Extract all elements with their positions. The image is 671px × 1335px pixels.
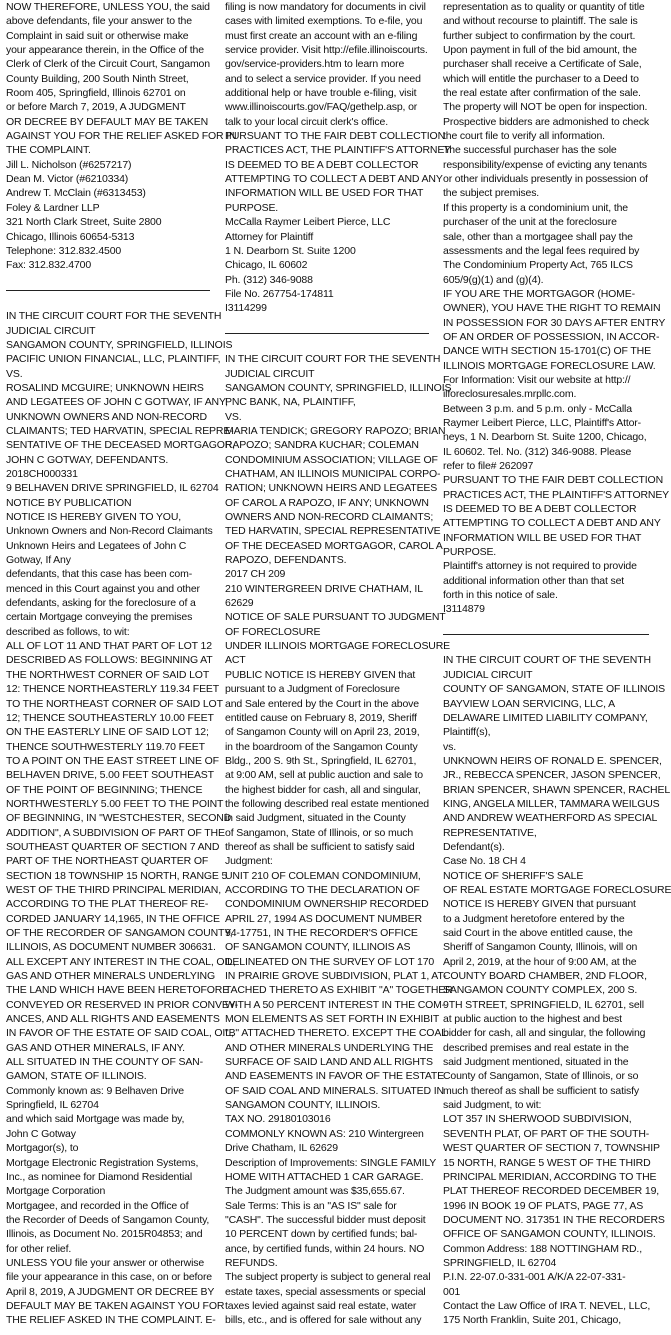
text-line: April 2, 2019, at the hour of 9:00 AM, at the xyxy=(443,955,637,968)
text-line: your appearance therein, in the Office of the xyxy=(6,44,204,57)
text-line: AND EASEMENTS IN FAVOR OF THE ESTATE xyxy=(225,1070,445,1083)
text-line: P.I.N. 22-07.0-331-001 A/K/A 22-07-331- xyxy=(443,1271,626,1284)
text-line xyxy=(6,273,210,287)
text-line: additional information other than that set xyxy=(443,574,625,587)
text-line: COUNTY BOARD CHAMBER, 2ND FLOOR, xyxy=(443,970,647,983)
text-line: OF FORECLOSURE xyxy=(225,625,321,638)
text-line: GAS AND OTHER MINERALS UNDERLYING xyxy=(6,970,215,983)
text-line: PART OF THE NORTHEAST QUARTER OF xyxy=(6,855,209,868)
text-line: and which said Mortgage was made by, xyxy=(6,1113,185,1126)
text-line: 001 xyxy=(443,1285,461,1298)
text-line: PUBLIC NOTICE IS HEREBY GIVEN that xyxy=(225,668,416,681)
text-line: VS. xyxy=(225,410,242,423)
text-line xyxy=(443,617,649,631)
text-line: RATION; UNKNOWN HEIRS AND LEGATEES xyxy=(225,482,438,495)
text-line: menced in this Court against you and other xyxy=(6,582,200,595)
text-line: ilforeclosuresales.mrpllc.com. xyxy=(443,388,577,401)
text-line: TO THE NORTHEAST CORNER OF SAID LOT xyxy=(6,697,223,710)
text-line: RAPOZO; SANDRA KUCHAR; COLEMAN xyxy=(225,439,419,452)
text-line: If this property is a condominium unit, the xyxy=(443,201,628,214)
column-3 xyxy=(443,0,671,1335)
text-line: Raymer Leibert Pierce, LLC, Plaintiff's Attor- xyxy=(443,416,641,429)
text-line: Fax: 312.832.4700 xyxy=(6,259,92,272)
text-line: GAMON, STATE OF ILLINOIS. xyxy=(6,1070,147,1083)
text-line: neys, 1 N. Dearborn St. Suite 1200, Chicago, xyxy=(443,431,647,444)
text-line: VS. xyxy=(6,367,23,380)
text-line: service provider. Visit http://efile.illinoiscourts. xyxy=(225,44,428,57)
text-line: 1996 IN BOOK 19 OF PLATS, PAGE 77, AS xyxy=(443,1199,644,1212)
text-line: 210 WINTERGREEN DRIVE CHATHAM, IL xyxy=(225,582,423,595)
text-line: The Judgment amount was $35,655.67. xyxy=(225,1185,405,1198)
notice-divider xyxy=(443,634,649,635)
text-line: Clerk of Clerk of the Circuit Court, Sangamon xyxy=(6,58,210,71)
text-line: DELAWARE LIMITED LIABILITY COMPANY, xyxy=(443,711,648,724)
text-line: THE RELIEF ASKED IN THE COMPLAINT. E- xyxy=(6,1314,216,1327)
text-line: THE LAND WHICH HAVE BEEN HERETOFORE xyxy=(6,984,230,997)
text-line: or before March 7, 2019, A JUDGMENT xyxy=(6,101,186,114)
text-line: PNC BANK, NA, PLAINTIFF, xyxy=(225,396,356,409)
text-line: County Building, 200 South Ninth Street, xyxy=(6,72,189,85)
text-line: BRIAN SPENCER, SHAWN SPENCER, RACHEL xyxy=(443,783,671,796)
text-line: Attorney for Plaintiff xyxy=(225,230,314,243)
text-line: PURSUANT TO THE FAIR DEBT COLLECTION xyxy=(443,474,664,487)
text-line: RAPOZO, DEFENDANTS. xyxy=(225,554,347,567)
text-line: said Judgment mentioned, situated in the xyxy=(443,1056,629,1069)
text-line: CONDOMINIUM OWNERSHIP RECORDED xyxy=(225,898,429,911)
text-line: Prospective bidders are admonished to check xyxy=(443,115,650,128)
text-line: in said Judgment, situated in the County xyxy=(225,812,406,825)
text-line: AGAINST YOU FOR THE RELIEF ASKED FOR IN xyxy=(6,130,237,143)
text-line: ALL EXCEPT ANY INTEREST IN THE COAL, OIL, xyxy=(6,955,236,968)
text-line: SEVENTH PLAT, OF PART OF THE SOUTH- xyxy=(443,1127,650,1140)
text-line: Contact the Law Office of IRA T. NEVEL, LLC, xyxy=(443,1299,651,1312)
text-line: 12: THENCE NORTHEASTERLY 119.34 FEET xyxy=(6,683,220,696)
text-line: OF REAL ESTATE MORTGAGE FORECLOSURE xyxy=(443,883,671,896)
text-line: cases with limited exemptions. To e-file, you xyxy=(225,15,423,28)
text-line: 605/9(g)(1) and (g)(4). xyxy=(443,273,544,286)
text-line: OF AN ORDER OF POSSESSION, IN ACCOR- xyxy=(443,330,660,343)
text-line: ATTEMPTING TO COLLECT A DEBT AND ANY xyxy=(225,173,443,186)
text-line: gov/service-providers.htm to learn more xyxy=(225,58,405,71)
text-line: Room 405, Springfield, Illinois 62701 on xyxy=(6,87,186,100)
text-line: 321 North Clark Street, Suite 2800 xyxy=(6,216,162,229)
text-line: file your appearance in this case, on or before xyxy=(6,1271,212,1284)
text-line: SANGAMON COUNTY, SPRINGFIELD, ILLINOIS xyxy=(225,381,452,394)
text-line: IS DEEMED TO BE A DEBT COLLECTOR xyxy=(225,158,419,171)
text-line: Commonly known as: 9 Belhaven Drive xyxy=(6,1084,184,1097)
text-line: SENTATIVE OF THE DECEASED MORTGAGOR, xyxy=(6,439,235,452)
text-line: TO A POINT ON THE EAST STREET LINE OF xyxy=(6,754,219,767)
text-line: ADDITION", A SUBDIVISION OF PART OF THE xyxy=(6,826,225,839)
text-line: NOTICE IS HEREBY GIVEN TO YOU, xyxy=(6,511,182,524)
text-line: SECTION 18 TOWNSHIP 15 NORTH, RANGE 5 xyxy=(6,869,228,882)
text-line: OF SANGAMON COUNTY, ILLINOIS AS xyxy=(225,941,411,954)
text-line: BAYVIEW LOAN SERVICING, LLC, A xyxy=(443,697,615,710)
text-line: MON ELEMENTS AS SET FORTH IN EXHIBIT xyxy=(225,1013,440,1026)
text-line: NOTICE BY PUBLICATION xyxy=(6,496,132,509)
text-line: estate taxes, special assessments or special xyxy=(225,1285,426,1298)
text-line: Springfield, IL 62704 xyxy=(6,1099,99,1112)
text-line: I3114879 xyxy=(443,603,485,616)
text-line: forth in this notice of sale. xyxy=(443,589,558,602)
text-line: PRINCIPAL MERIDIAN, ACCORDING TO THE xyxy=(443,1170,657,1183)
text-line: 10 PERCENT down by certified funds; bal- xyxy=(225,1228,418,1241)
text-line: DELINEATED ON THE SURVEY OF LOT 170 xyxy=(225,955,435,968)
text-line: ance, by certified funds, within 24 hours. NO xyxy=(225,1242,425,1255)
text-line: much thereof as shall be sufficient to satisfy xyxy=(443,1084,640,1097)
text-line: Bldg., 200 S. 9th St., Springfield, IL 62701, xyxy=(225,754,417,767)
text-line: the subject premises. xyxy=(443,187,540,200)
text-line: bidder for cash, all and singular, the following xyxy=(443,1027,646,1040)
text-line: INFORMATION WILL BE USED FOR THAT xyxy=(443,531,642,544)
text-line: UNLESS YOU file your answer or otherwise xyxy=(6,1256,205,1269)
text-line: IN POSSESSION FOR 30 DAYS AFTER ENTRY xyxy=(443,316,666,329)
text-line: certain Mortgage conveying the premises xyxy=(6,611,193,624)
text-line: Plaintiff's attorney is not required to provide xyxy=(443,560,637,573)
text-line: County of Sangamon, State of Illinois, or so xyxy=(443,1070,639,1083)
text-line: NOW THEREFORE, UNLESS YOU, the said xyxy=(6,1,210,13)
text-line: TED HARVATIN, SPECIAL REPRESENTATIVE xyxy=(225,525,441,538)
text-line: TACHED THERETO AS EXHIBIT "A" TOGETHER xyxy=(225,984,453,997)
text-line: "CASH". The successful bidder must deposit xyxy=(225,1213,426,1226)
text-line: OF THE POINT OF BEGINNING; THENCE xyxy=(6,783,203,796)
text-line: Mortgagee, and recorded in the Office of xyxy=(6,1199,189,1212)
text-line: AND ANDREW WEATHERFORD AS SPECIAL xyxy=(443,812,658,825)
text-line: Unknown Owners and Non-Record Claimants xyxy=(6,525,213,538)
text-line: taxes levied against said real estate, water xyxy=(225,1299,417,1312)
text-line: ANCES, AND ALL RIGHTS AND EASEMENTS xyxy=(6,1013,220,1026)
text-line: Defendant(s). xyxy=(443,840,505,853)
text-line: Upon payment in full of the bid amount, the xyxy=(443,44,637,57)
text-line: IS DEEMED TO BE A DEBT COLLECTOR xyxy=(443,503,637,516)
text-line: OWNER), YOU HAVE THE RIGHT TO REMAIN xyxy=(443,302,661,315)
text-line: Case No. 18 CH 4 xyxy=(443,855,526,868)
text-line: UNKNOWN HEIRS OF RONALD E. SPENCER, xyxy=(443,754,662,767)
text-line: Inc., as nominee for Diamond Residential xyxy=(6,1170,193,1183)
text-line: refer to file# 262097 xyxy=(443,460,534,472)
text-line: April 8, 2019, A JUDGMENT OR DECREE BY xyxy=(6,1285,215,1298)
text-line: ILLINOIS, AS DOCUMENT NUMBER 306631. xyxy=(6,941,216,954)
text-line: Chicago, IL 60602 xyxy=(225,259,308,272)
text-line: ROSALIND MCGUIRE; UNKNOWN HEIRS xyxy=(6,381,204,394)
text-line: responsibility/expense of evicting any tenants xyxy=(443,158,647,171)
text-line: ILLINOIS MORTGAGE FORECLOSURE LAW. xyxy=(443,359,656,372)
text-line: Mortgagor(s), to xyxy=(6,1142,79,1155)
text-line: SURFACE OF SAID LAND AND ALL RIGHTS xyxy=(225,1056,433,1069)
text-line: PURPOSE. xyxy=(225,201,279,214)
text-line: vs. xyxy=(443,740,456,753)
text-line: assessments and the legal fees required by xyxy=(443,244,640,257)
text-line: MARIA TENDICK; GREGORY RAPOZO; BRIAN xyxy=(225,424,446,437)
text-line: filing is now mandatory for documents in civil xyxy=(225,1,426,13)
text-line: ALL OF LOT 11 AND THAT PART OF LOT 12 xyxy=(6,640,212,653)
text-line: OF THE DECEASED MORTGAGOR, CAROL A xyxy=(225,539,443,552)
text-line: to a Judgment heretofore entered by the xyxy=(443,912,625,925)
text-line: THE NORTHWEST CORNER OF SAID LOT xyxy=(6,668,210,681)
text-line: The Condominium Property Act, 765 ILCS xyxy=(443,259,633,272)
text-line: 12; THENCE SOUTHEASTERLY 10.00 FEET xyxy=(6,711,214,724)
text-line: Illinois, as Document No. 2015R04853; and xyxy=(6,1228,203,1241)
text-line: purchaser shall receive a Certificate of Sale, xyxy=(443,58,642,71)
text-line: UNKNOWN OWNERS AND NON-RECORD xyxy=(6,410,207,423)
text-line: THE COMPLAINT. xyxy=(6,144,91,157)
text-line: which will entitle the purchaser to a Deed to xyxy=(443,72,639,85)
text-line: additional help or have trouble e-filing, visit xyxy=(225,87,417,100)
text-line: IN THE CIRCUIT COURT FOR THE SEVENTH xyxy=(6,310,222,323)
text-line: PURSUANT TO THE FAIR DEBT COLLECTION xyxy=(225,130,446,143)
text-line: HOME WITH ATTACHED 1 CAR GARAGE. xyxy=(225,1170,424,1183)
text-line: DANCE WITH SECTION 15-1701(C) OF THE xyxy=(443,345,651,358)
text-line: ALL SITUATED IN THE COUNTY OF SAN- xyxy=(6,1056,203,1069)
text-line: OF BEGINNING, IN "WESTCHESTER, SECOND xyxy=(6,812,232,825)
text-line: said Court in the above entitled cause, the xyxy=(443,927,633,939)
text-line: DESCRIBED AS FOLLOWS: BEGINNING AT xyxy=(6,654,213,667)
text-line: OF CAROL A RAPOZO, IF ANY; UNKNOWN xyxy=(225,496,429,509)
text-line: 94-17751, IN THE RECORDER'S OFFICE xyxy=(225,927,418,939)
text-line: Between 3 p.m. and 5 p.m. only - McCalla xyxy=(443,402,632,415)
text-line: Jill L. Nicholson (#6257217) xyxy=(6,158,132,171)
text-line: defendants, asking for the foreclosure of a xyxy=(6,597,196,610)
text-line: PRACTICES ACT, THE PLAINTIFF'S ATTORNEY xyxy=(225,144,452,157)
text-line: entitled cause on February 8, 2019, Sheriff xyxy=(225,711,417,724)
text-line: IN THE CIRCUIT COURT OF THE SEVENTH xyxy=(443,654,651,667)
text-line: PRACTICES ACT, THE PLAINTIFF'S ATTORNEY xyxy=(443,488,670,501)
text-line: of Sangamon County will on April 23, 2019, xyxy=(225,726,420,739)
text-line: Drive Chatham, IL 62629 xyxy=(225,1142,338,1155)
text-line: REPRESENTATIVE, xyxy=(443,826,537,839)
text-line: "B" ATTACHED THERETO. EXCEPT THE COAL xyxy=(225,1027,447,1040)
text-line: SPRINGFIELD, IL 62704 xyxy=(443,1256,557,1269)
text-line xyxy=(225,316,429,330)
text-line: Mortgage Electronic Registration Systems, xyxy=(6,1156,199,1169)
text-line: UNDER ILLINOIS MORTGAGE FORECLOSURE xyxy=(225,640,451,653)
text-line: NORTHWESTERLY 5.00 FEET TO THE POINT xyxy=(6,797,224,810)
text-line: sale, other than a mortgagee shall pay the xyxy=(443,230,633,243)
text-line: the Recorder of Deeds of Sangamon County, xyxy=(6,1213,210,1226)
text-line: COMMONLY KNOWN AS: 210 Wintergreen xyxy=(225,1127,424,1140)
text-line: COUNTY OF SANGAMON, STATE OF ILLINOIS xyxy=(443,683,665,696)
text-line: CONDOMINIUM ASSOCIATION; VILLAGE OF xyxy=(225,453,438,466)
text-line: JR., REBECCA SPENCER, JASON SPENCER, xyxy=(443,769,661,782)
text-line: BELHAVEN DRIVE, 5.00 FEET SOUTHEAST xyxy=(6,769,214,782)
text-line: thereof as shall be sufficient to satisfy said xyxy=(225,840,415,853)
text-line: IF YOU ARE THE MORTGAGOR (HOME- xyxy=(443,287,635,300)
text-line: CONVEYED OR RESERVED IN PRIOR CONVEY- xyxy=(6,998,238,1011)
text-line: REFUNDS. xyxy=(225,1256,278,1269)
text-line: OF THE RECORDER OF SANGAMON COUNTY, xyxy=(6,927,233,939)
text-line: talk to your local circuit clerk's office. xyxy=(225,115,388,128)
text-line: WITH A 50 PERCENT INTEREST IN THE COM- xyxy=(225,998,446,1011)
text-line: PURPOSE. xyxy=(443,546,497,559)
text-line: OFFICE OF SANGAMON COUNTY, ILLINOIS. xyxy=(443,1228,656,1241)
text-line: 2017 CH 209 xyxy=(225,568,286,581)
text-line: Andrew T. McClain (#6313453) xyxy=(6,187,146,200)
text-line: Plaintiff(s), xyxy=(443,726,491,739)
text-line: INFORMATION WILL BE USED FOR THAT xyxy=(225,187,424,200)
text-line: described premises and real estate in the xyxy=(443,1041,629,1054)
text-line: Common Address: 188 NOTTINGHAM RD., xyxy=(443,1242,642,1255)
text-line: AND LEGATEES OF JOHN C GOTWAY, IF ANY; xyxy=(6,396,228,409)
text-line: DEFAULT MAY BE TAKEN AGAINST YOU FOR xyxy=(6,1299,225,1312)
text-line: at 9:00 AM, sell at public auction and sale to xyxy=(225,769,423,782)
text-line: ACT xyxy=(225,654,246,667)
text-line: of Sangamon, State of Illinois, or so much xyxy=(225,826,414,839)
text-line: and to select a service provider. If you need xyxy=(225,72,421,85)
text-line: DOCUMENT NO. 317351 IN THE RECORDERS xyxy=(443,1213,665,1226)
text-line: NOTICE OF SALE PURSUANT TO JUDGMENT xyxy=(225,611,446,624)
text-line: Complaint in said suit or otherwise make xyxy=(6,29,189,42)
text-line: WEST OF THE THIRD PRINCIPAL MERIDIAN, xyxy=(6,883,221,896)
text-line: the court file to verify all information. xyxy=(443,130,605,143)
text-line: NOTICE IS HEREBY GIVEN that pursuant xyxy=(443,898,636,911)
text-line: CLAIMANTS; TED HARVATIN, SPECIAL REPRE- xyxy=(6,424,234,437)
text-line: bills, etc., and is offered for sale without any xyxy=(225,1314,422,1327)
text-line: 9TH STREET, SPRINGFIELD, IL 62701, sell xyxy=(443,998,644,1011)
text-line: File No. 267754-174811 xyxy=(225,287,334,300)
text-line: 1 N. Dearborn St. Suite 1200 xyxy=(225,244,356,257)
text-line: The subject property is subject to general real xyxy=(225,1271,431,1284)
text-line: the following described real estate mentioned xyxy=(225,797,429,810)
text-line: SOUTHEAST QUARTER OF SECTION 7 AND xyxy=(6,840,220,853)
text-line: AND OTHER MINERALS UNDERLYING THE xyxy=(225,1041,434,1054)
text-line: above defendants, file your answer to the xyxy=(6,15,192,28)
text-line: KING, ANGELA MILLER, TAMMARA WEILGUS xyxy=(443,797,660,810)
text-line: further subject to confirmation by the court. xyxy=(443,29,636,42)
text-line: JUDICIAL CIRCUIT xyxy=(443,668,533,681)
text-line: Sheriff of Sangamon County, Illinois, will on xyxy=(443,941,638,954)
text-line: PACIFIC UNION FINANCIAL, LLC, PLAINTIFF, xyxy=(6,353,221,366)
text-line: SANGAMON COUNTY COMPLEX, 200 S. xyxy=(443,984,638,997)
text-line: 175 North Franklin, Suite 201, Chicago, xyxy=(443,1314,622,1327)
text-line: ACCORDING TO THE DECLARATION OF xyxy=(225,883,420,896)
text-line: JOHN C GOTWAY, DEFENDANTS. xyxy=(6,453,169,466)
text-line: the real estate after confirmation of the sale. xyxy=(443,87,641,100)
text-line: 2018CH000331 xyxy=(6,468,78,480)
text-line: IN THE CIRCUIT COURT FOR THE SEVENTH xyxy=(225,353,441,366)
text-line: The successful purchaser has the sole xyxy=(443,144,617,157)
text-line: WEST QUARTER OF SECTION 7, TOWNSHIP xyxy=(443,1142,660,1155)
text-line: Mortgage Corporation xyxy=(6,1185,106,1198)
text-line: 15 NORTH, RANGE 5 WEST OF THE THIRD xyxy=(443,1156,651,1169)
text-line: For Information: Visit our website at http:// xyxy=(443,373,631,386)
text-line: 62629 xyxy=(225,597,254,610)
text-line: Sale Terms: This is an "AS IS" sale for xyxy=(225,1199,397,1212)
text-line: OR DECREE BY DEFAULT MAY BE TAKEN xyxy=(6,115,208,128)
text-line: APRIL 27, 1994 AS DOCUMENT NUMBER xyxy=(225,912,422,925)
text-line: THENCE SOUTHWESTERLY 119.70 FEET xyxy=(6,740,205,753)
text-line: IL 60602. Tel. No. (312) 346-9088. Please xyxy=(443,445,632,458)
text-line: must first create an account with an e-filing xyxy=(225,29,418,42)
text-line: SANGAMON COUNTY, ILLINOIS. xyxy=(225,1099,381,1112)
text-line: OWNERS AND NON-RECORD CLAIMANTS; xyxy=(225,511,434,524)
text-line: or other individuals presently in possession of xyxy=(443,173,648,186)
text-line: IN PRAIRIE GROVE SUBDIVISION, PLAT 1, AT- xyxy=(225,970,447,983)
text-line: GAS AND OTHER MINERALS, IF ANY. xyxy=(6,1041,185,1054)
text-line: Unknown Heirs and Legatees of John C xyxy=(6,539,187,552)
text-line: UNIT 210 OF COLEMAN CONDOMINIUM, xyxy=(225,869,421,882)
text-line: at public auction to the highest and best xyxy=(443,1013,622,1026)
text-line xyxy=(443,639,649,653)
text-line: Judgment: xyxy=(225,855,273,868)
text-line: said Judgment, to wit: xyxy=(443,1099,542,1112)
text-line: IN FAVOR OF THE ESTATE OF SAID COAL, OIL, xyxy=(6,1027,234,1040)
text-line: JUDICIAL CIRCUIT xyxy=(6,324,96,337)
text-line: for other relief. xyxy=(6,1242,72,1255)
text-line: the highest bidder for cash, all and singular, xyxy=(225,783,421,796)
text-line: Telephone: 312.832.4500 xyxy=(6,244,122,257)
text-line: The property will NOT be open for inspection. xyxy=(443,101,648,114)
text-line: Dean M. Victor (#6210334) xyxy=(6,173,129,186)
text-line: representation as to quality or quantity of title xyxy=(443,1,645,13)
text-line: Chicago, Illinois 60654-5313 xyxy=(6,230,135,243)
text-line: and without recourse to plaintiff. The sale is xyxy=(443,15,638,28)
text-line: in the boardroom of the Sangamon County xyxy=(225,740,418,753)
text-line: TAX NO. 29180103016 xyxy=(225,1113,331,1126)
text-line: CHATHAM, AN ILLINOIS MUNICIPAL CORPO- xyxy=(225,468,441,480)
text-line: JUDICIAL CIRCUIT xyxy=(225,367,315,380)
text-line: pursuant to a Judgment of Foreclosure xyxy=(225,683,400,696)
text-line: www.illinoiscourts.gov/FAQ/gethelp.asp, or xyxy=(225,101,418,114)
text-line: and Sale entered by the Court in the above xyxy=(225,697,419,710)
text-line: ATTEMPTING TO COLLECT A DEBT AND ANY xyxy=(443,517,661,530)
text-line: Description of Improvements: SINGLE FAMILY xyxy=(225,1156,437,1169)
text-line: I3114299 xyxy=(225,302,267,315)
text-line: 9 BELHAVEN DRIVE SPRINGFIELD, IL 62704 xyxy=(6,482,219,495)
text-line: Foley & Lardner LLP xyxy=(6,201,100,214)
text-line: described as follows, to wit: xyxy=(6,625,130,638)
text-line: defendants, that this case has been com- xyxy=(6,568,193,581)
text-line: NOTICE OF SHERIFF'S SALE xyxy=(443,869,584,882)
text-line: SANGAMON COUNTY, SPRINGFIELD, ILLINOIS xyxy=(6,338,233,351)
text-line: LOT 357 IN SHERWOOD SUBDIVISION, xyxy=(443,1113,632,1126)
text-line: John C Gotway xyxy=(6,1127,76,1140)
text-line: PLAT THEREOF RECORDED DECEMBER 19, xyxy=(443,1185,660,1198)
text-line: ON THE EASTERLY LINE OF SAID LOT 12; xyxy=(6,726,209,739)
text-line xyxy=(225,338,429,352)
text-line: ACCORDING TO THE PLAT THEREOF RE- xyxy=(6,898,209,911)
text-line: McCalla Raymer Leibert Pierce, LLC xyxy=(225,216,391,229)
text-line: OF SAID COAL AND MINERALS. SITUATED IN xyxy=(225,1084,444,1097)
text-line: Ph. (312) 346-9088 xyxy=(225,273,313,286)
text-line: Gotway, If Any xyxy=(6,554,71,567)
notice-divider xyxy=(6,290,210,291)
notice-divider xyxy=(225,333,429,334)
text-line xyxy=(6,295,210,309)
text-line: purchaser of the unit at the foreclosure xyxy=(443,216,617,229)
text-line: CORDED JANUARY 14,1965, IN THE OFFICE xyxy=(6,912,220,925)
